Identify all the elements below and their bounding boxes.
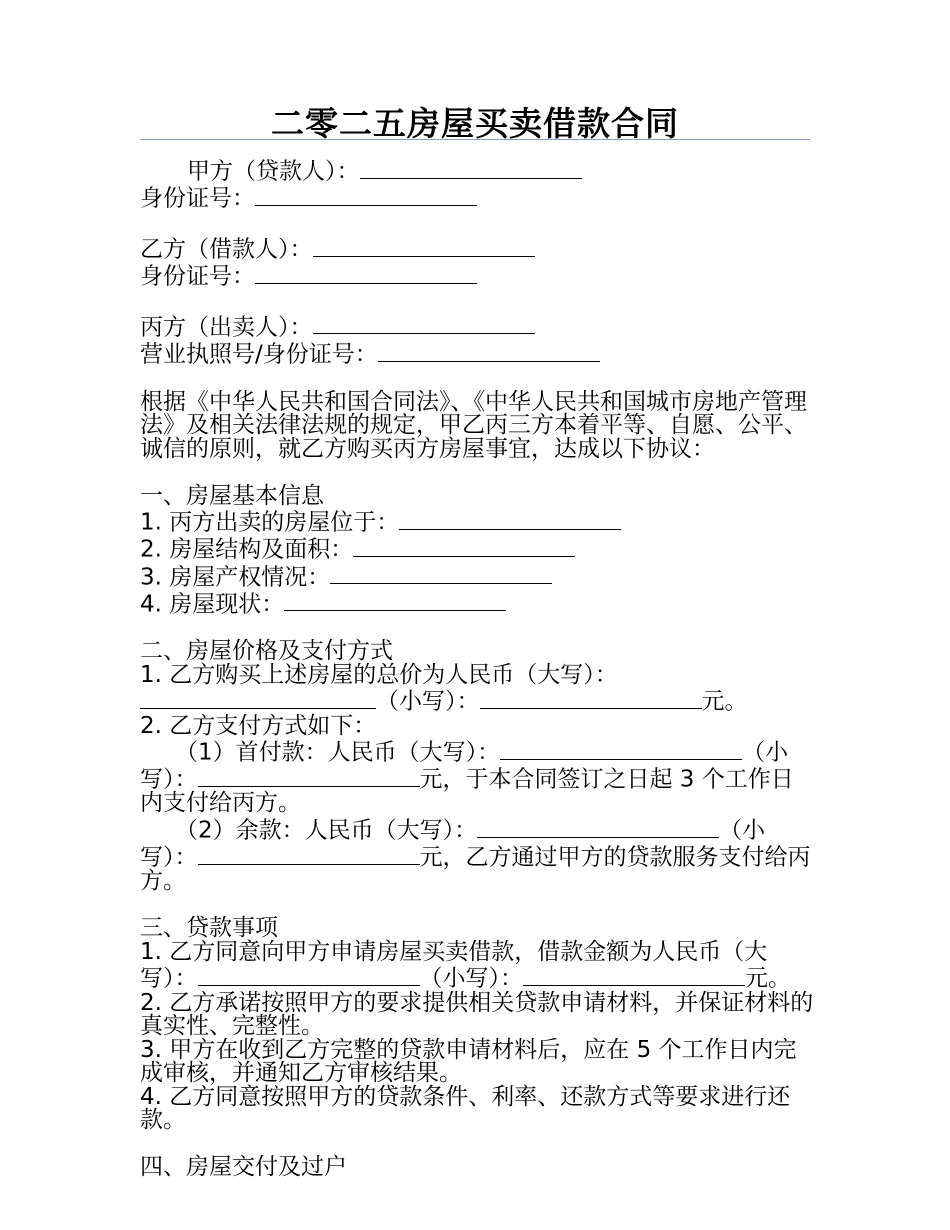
section3-heading: 三、贷款事项 <box>140 915 278 942</box>
down-payment-paragraph <box>140 738 815 816</box>
party-a-line <box>140 157 815 184</box>
section1-item-4 <box>140 590 815 617</box>
party-a-id-blank[interactable] <box>255 184 477 206</box>
section1-heading: 一、房屋基本信息 <box>140 482 324 509</box>
loan-amount-upper-blank[interactable] <box>198 964 420 986</box>
section1-item-label: 4. 房屋现状： <box>140 591 285 618</box>
section3-item-1 <box>140 938 815 992</box>
house-status-blank[interactable] <box>284 590 506 612</box>
total-price-upper-blank[interactable] <box>140 687 376 709</box>
balance-lower-label-2: 写）： <box>140 844 198 871</box>
party-a-id-label: 身份证号： <box>140 185 255 212</box>
section1-item-3 <box>140 563 815 590</box>
party-c-label: 丙方（出卖人）： <box>140 314 313 341</box>
yuan-unit: 元。 <box>745 966 791 992</box>
total-price-lower-label: （小写）： <box>376 689 480 716</box>
party-b-id-label: 身份证号： <box>140 263 255 290</box>
party-a-blank[interactable] <box>360 157 582 179</box>
yuan-unit: 元。 <box>701 689 748 716</box>
section1-item-label: 2. 房屋结构及面积： <box>140 537 354 563</box>
party-c-line <box>140 313 815 340</box>
party-c-id-line <box>140 340 815 367</box>
loan-amount-lower-blank[interactable] <box>523 964 745 986</box>
balance-upper-blank[interactable] <box>477 816 719 838</box>
balance-label: （2）余款：人民币（大写）： <box>175 817 478 844</box>
section1-item-1 <box>140 508 815 535</box>
party-c-id-label: 营业执照号/身份证号： <box>140 341 378 368</box>
property-rights-blank[interactable] <box>330 563 552 585</box>
section3-item-4: 4. 乙方同意按照甲方的贷款条件、利率、还款方式等要求进行还款。 <box>140 1083 791 1133</box>
down-payment-lower-label: （小 <box>742 739 789 766</box>
total-price-lower-blank[interactable] <box>480 687 702 709</box>
party-c-id-blank[interactable] <box>378 340 600 362</box>
section2-item-2: 2. 乙方支付方式如下： <box>140 712 377 739</box>
party-b-line <box>140 235 815 262</box>
intro-paragraph: 根据《中华人民共和国合同法》、《中华人民共和国城市房地产管理法》及相关法律法规的规定，甲乙丙三方本着平等、自愿、公平、诚信的原则，就乙方购买丙方房屋事宜，达成以下协议： <box>140 388 807 462</box>
total-price-label: 1. 乙方购买上述房屋的总价为人民币（大写）： <box>140 661 618 688</box>
contract-body <box>140 157 815 1180</box>
section3-item-3: 3. 甲方在收到乙方完整的贷款申请材料后，应在 5 个工作日内完成审核，并通知乙方审核结果。 <box>140 1036 797 1086</box>
loan-amount-lower-label: （小写）： <box>419 966 523 992</box>
section2-item-1 <box>140 661 815 716</box>
party-b-id-line <box>140 262 815 289</box>
balance-paragraph <box>140 816 815 894</box>
party-a-label: 甲方（贷款人）： <box>187 158 360 185</box>
balance-lower-blank[interactable] <box>198 843 420 865</box>
section3-item-2: 2. 乙方承诺按照甲方的要求提供相关贷款申请材料，并保证材料的真实性、完整性。 <box>140 989 814 1039</box>
down-payment-lower-blank[interactable] <box>198 765 420 787</box>
house-structure-blank[interactable] <box>353 535 575 557</box>
section1-item-label: 3. 房屋产权情况： <box>140 564 331 591</box>
balance-terms: 元，乙方通过甲方的贷款服务支付给丙方。 <box>140 844 811 895</box>
loan-amount-label: 1. 乙方同意向甲方申请房屋买卖借款，借款金额为人民币（大写）： <box>140 938 768 992</box>
down-payment-upper-blank[interactable] <box>500 738 742 760</box>
house-location-blank[interactable] <box>399 508 621 530</box>
party-b-blank[interactable] <box>313 235 535 257</box>
section1-item-2 <box>140 535 815 562</box>
party-c-blank[interactable] <box>313 313 535 335</box>
title-underline <box>140 139 810 140</box>
down-payment-terms: 元，于本合同签订之日起 3 个工作日内支付给丙方。 <box>140 766 794 817</box>
section1-item-label: 1. 丙方出卖的房屋位于： <box>140 509 400 536</box>
section4-heading: 四、房屋交付及过户 <box>140 1154 347 1180</box>
party-b-id-blank[interactable] <box>255 262 477 284</box>
document-title: 二零二五房屋买卖借款合同 <box>271 104 679 143</box>
balance-lower-label: （小 <box>719 817 766 844</box>
down-payment-label: （1）首付款：人民币（大写）： <box>175 739 501 766</box>
section2-heading: 二、房屋价格及支付方式 <box>140 638 393 665</box>
down-payment-lower-label-2: 写）： <box>140 766 198 793</box>
party-b-label: 乙方（借款人）： <box>140 236 313 263</box>
party-a-id-line <box>140 184 815 211</box>
